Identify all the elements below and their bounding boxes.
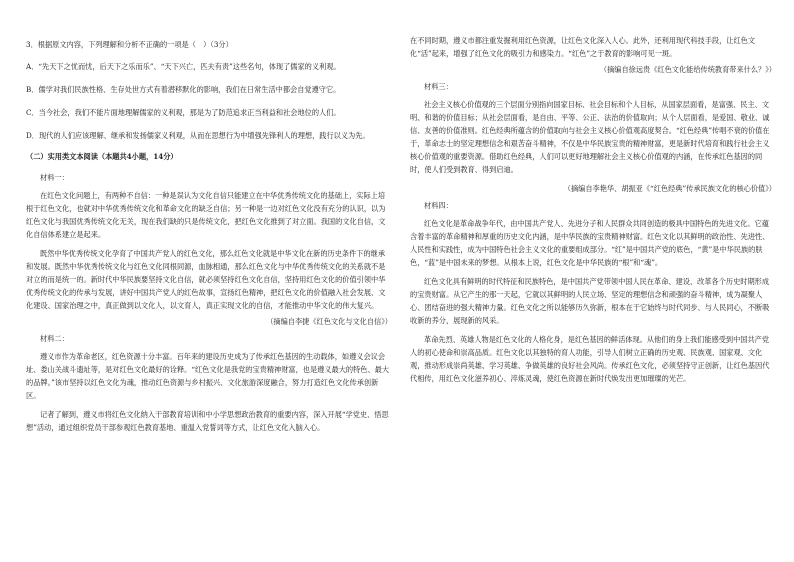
m4-paragraph-3: 革命先烈、英雄人物是红色文化的人格化身，是红色基因的鲜活体现。从他们的身上我们能感受到中国共产党人的初心使命和崇高品质。红色文化以其独特的育人功能，引导人们树立正确的历史观、民族观、国家观、文化观，推动形成崇尚英雄、学习英雄、争做英雄的良好社会风尚。传承红色文化，必须坚持守正创新，让红色基因代代相传，用红色文化滋养初心、淬炼灵魂，使红色资源在新时代焕发出更加璀璨的光芒。 [410,335,770,383]
option-b: B．儒学对我们民族性格、生存处世方式有着潜移默化的影响，我们在日常生活中都会自觉遵守它。 [26,85,341,94]
m3-paragraph-1: 社会主义核心价值观的三个层面分别指向国家目标、社会目标和个人目标，从国家层面看，是富强、民主、文明、和谐的价值目标；从社会层面看，是自由、平等、公正、法治的价值取向；从个人层面看，是爱国、敬业、诚信、友善的价值准则。红色经典所蕴含的价值取向与社会主义核心价值观高度契合。“红色经典”传唱不衰的价值在于，革命志士的坚定理想信念和艰苦奋斗精神，不仅是中华民族宝贵的精神财富，更是新时代培育和践行社会主义核心价值观的重要资源。借助红色经典，人们可以更好地理解社会主义核心价值观的内涵，在传承红色基因的同时，使人们受到教育、得到启迪。 [410,100,770,174]
m2-paragraph-2: 记者了解到，遵义市将红色文化纳入干部教育培训和中小学思想政治教育的重要内容，深入开展“学党史、悟思想”活动，通过组织党员干部参观红色教育基地、重温入党誓词等方式，让红色文化入脑入心。 [26,410,389,432]
question-3: 3．根据原文内容，下列理解和分析不正确的一项是（ ）（3分） [26,40,233,49]
m2-paragraph-3: 在不同时期，遵义市都注重发掘利用红色资源，让红色文化深入人心。此外，还利用现代科技手段，让红色文化“活”起来，增强了红色文化的吸引力和感染力。“红色”之于教育的影响可见一斑。 [410,36,756,58]
m1-source: （摘编自李捷《红色文化与文化自信》） [266,317,392,326]
option-c: C．当今社会，我们不能片面地理解儒家的义利观，那是为了防范追求正当利益和社会地位的人们。 [26,108,341,117]
m2-source: （摘编自徐远贵《红色文化能给传统教育带来什么？》） [599,65,776,74]
m4-paragraph-1: 红色文化是革命战争年代，由中国共产党人、先进分子和人民群众共同创造的极具中国特色的先进文化。它蕴含着丰富的革命精神和厚重的历史文化内涵，是中华民族的宝贵精神财富。红色文化以其鲜明的政治性、先进性、人民性和实践性，成为中国特色社会主义文化的重要组成部分。“红”是中国共产党的底色，“黄”是中华民族的肤色，“蓝”是中国未来的梦想。从根本上说，红色文化是中华民族的“根”和“魂”。 [410,219,770,267]
material-3-label: 材料三： [424,82,453,91]
material-2-label: 材料二： [40,334,69,343]
section-title: （二）实用类文本阅读（本题共4小题，14分） [26,152,178,161]
m4-paragraph-2: 红色文化具有鲜明的时代特征和民族特色，是中国共产党带领中国人民在革命、建设、改革各个历史时期形成的宝贵财富。从它产生的那一天起，它就以其鲜明的人民立场、坚定的理想信念和顽强的奋斗精神，成为凝聚人心、团结奋进的强大精神力量。红色文化之所以能够历久弥新，根本在于它始终与时代同步、与人民同心，不断吸收新的养分，展现新的风采。 [410,277,770,325]
m2-paragraph-1: 遵义市作为革命老区，红色资源十分丰富。百年来的建设历史成为了传承红色基因的生动载体，如遵义会议会址、娄山关战斗遗址等，是对红色文化最好的诠释。“红色文化是我党的宝贵精神财富，也是遵义最大的特色、最大的品牌。”该市坚持以红色文化为魂，推动红色资源与乡村振兴、文化旅游深度融合，努力打造红色文化传承创新区。 [26,352,390,400]
material-1-label: 材料一： [40,173,69,182]
left-column [26,0,392,434]
option-d: D．现代的人们应该理解、继承和发扬儒家义利观，从而在思想行为中增强先锋利人的理想，践行以义为先。 [26,131,370,140]
m1-paragraph-1: 在红色文化问题上，有两种不自信：一种是误认为文化自信只能建立在中华优秀传统文化的基础上，实际上培根于红色文化，也就对中华优秀传统文化和革命文化的缺乏自信；另一种是一边对红色文化没有充分的认识，以为红色文化与我国优秀传统文化无关，现在我们缺的只是传统文化，把红色文化推到了对立面。我国的文化自信，文化自信体系建立是起来。 [26,191,386,239]
m3-source: （摘编自李艳华、胡振亚《“红色经典”传承民族文化的核心价值》） [563,184,776,193]
material-4-label: 材料四： [424,201,453,210]
right-column [410,0,776,385]
option-a: A．“先天下之忧而忧，后天下之乐而乐”、“天下兴亡，匹夫有责”这些名句，体现了儒家的义利观。 [26,62,341,71]
m1-paragraph-2: 既然中华优秀传统文化孕育了中国共产党人的红色文化，那么红色文化就是中华文化在新的历史条件下的继承和发展。既然中华优秀传统文化与红色文化同根同源，血脉相通，那么红色文化与中华优秀传统文化的关系就不是对立的而是统一的。新时代中华民族要坚持文化自信，就必须坚持红色文化自信，坚持用红色文化的价值引领中华优秀传统文化的传承与发展，讲好中国共产党人的红色故事，宣扬红色精神，把红色文化的价值融入社会发展、文化建设、国家治理之中，真正做到以文化人，以文育人，真正实现文化的自信，才能推动中华文化的伟大复兴。 [26,249,386,310]
